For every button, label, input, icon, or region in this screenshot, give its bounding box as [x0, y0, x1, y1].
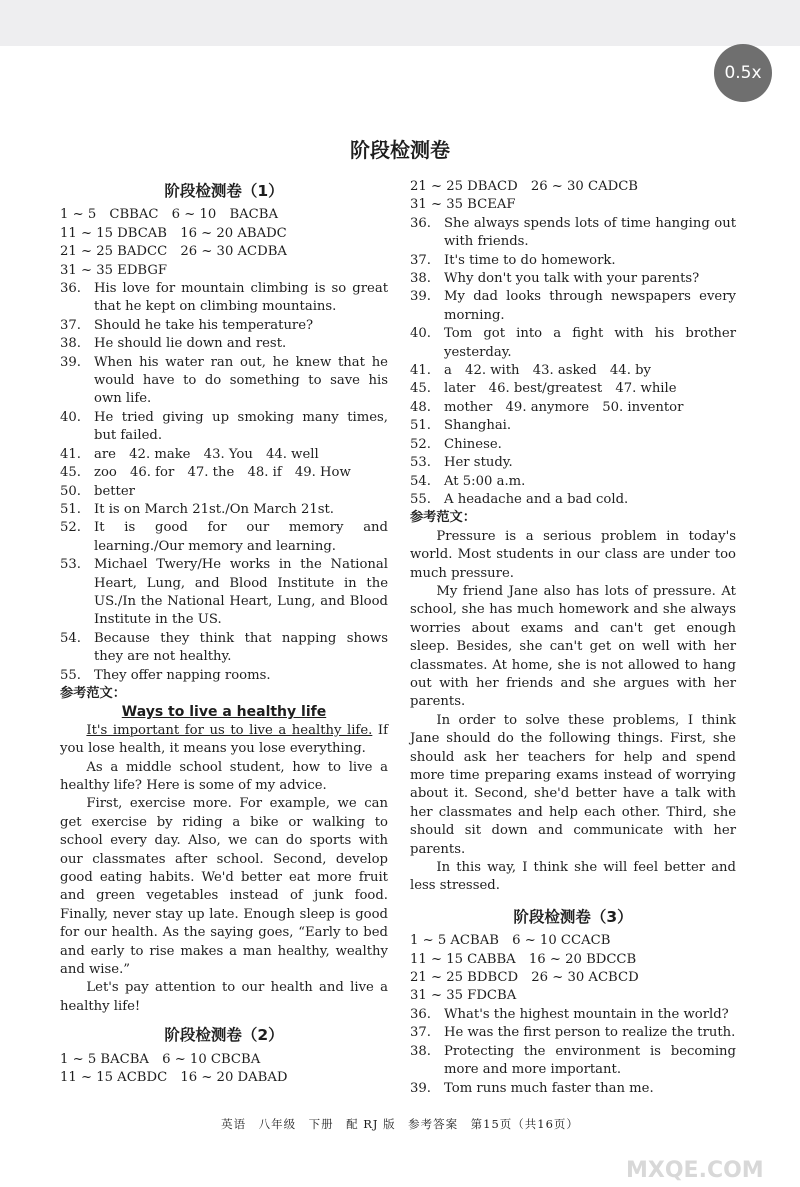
item-text: Why don't you talk with your parents? — [444, 271, 700, 287]
answer-row: 31 ~ 35 FDCBA — [410, 988, 517, 1004]
item-number: 54. — [410, 473, 431, 489]
answer-item — [60, 354, 388, 409]
answer-row: 31 ~ 35 BCEAF — [410, 197, 516, 213]
item-number: 55. — [60, 667, 81, 683]
essay-paragraph: In this way, I think she will feel better and less stressed. — [410, 860, 736, 894]
answer-item — [410, 454, 736, 472]
item-number: 55. — [410, 491, 431, 507]
section-title-1: 阶段检测卷（1） — [164, 182, 284, 200]
answer-item — [410, 362, 736, 380]
answer-item — [60, 483, 388, 501]
item-number: 54. — [60, 630, 81, 646]
item-number: 38. — [410, 271, 431, 287]
item-number: 39. — [60, 354, 81, 370]
answer-key-rows — [410, 178, 736, 215]
item-text: Protecting the environment is becoming more and more important. — [444, 1043, 736, 1078]
left-column — [60, 178, 388, 1088]
answer-item — [410, 473, 736, 491]
item-text: Because they think that napping shows they are not healthy. — [94, 630, 388, 665]
answer-row: 1 ~ 5 ACBAB 6 ~ 10 CCACB — [410, 933, 611, 949]
essay-paragraph: Let's pay attention to our health and live a healthy life! — [60, 980, 388, 1014]
item-number: 51. — [410, 418, 431, 434]
page-footer: 英语 八年级 下册 配 RJ 版 参考答案 第15页（共16页） — [221, 1117, 579, 1131]
zoom-level-button[interactable]: 0.5x — [714, 44, 772, 102]
item-number: 41. — [60, 446, 81, 462]
answer-item — [410, 1043, 736, 1080]
answer-item — [410, 399, 736, 417]
answer-row: 31 ~ 35 EDBGF — [60, 262, 168, 278]
answer-row: 21 ~ 25 DBACD 26 ~ 30 CADCB — [410, 179, 638, 194]
answer-item — [60, 630, 388, 667]
item-text: later 46. best/greatest 47. while — [444, 381, 677, 397]
item-text: She always spends lots of time hanging out with friends. — [444, 215, 736, 250]
answer-items — [410, 1006, 736, 1098]
item-text: Shanghai. — [444, 418, 512, 434]
essay-paragraph: Pressure is a serious problem in today's world. Most students in our class are under too much pressure. — [410, 528, 736, 581]
answer-item — [60, 464, 388, 482]
answer-key-rows — [60, 206, 388, 280]
item-text: Chinese. — [444, 436, 502, 452]
answer-row: 21 ~ 25 BADCC 26 ~ 30 ACDBA — [60, 244, 287, 260]
item-text: It's time to do homework. — [444, 252, 616, 268]
answer-item — [60, 667, 388, 685]
item-text: Should he take his temperature? — [94, 317, 314, 333]
answer-items — [60, 280, 388, 685]
item-number: 41. — [410, 363, 431, 379]
page-title: 阶段检测卷 — [350, 138, 450, 162]
answer-item — [410, 436, 736, 454]
item-number: 53. — [410, 455, 431, 471]
answer-item — [60, 409, 388, 446]
answer-item — [410, 1080, 736, 1098]
answer-item — [60, 446, 388, 464]
answer-row: 11 ~ 15 CABBA 16 ~ 20 BDCCB — [410, 951, 637, 967]
essay-paragraph: As a middle school student, how to live a healthy life? Here is some of my advice. — [60, 759, 388, 793]
item-text: are 42. make 43. You 44. well — [94, 446, 319, 462]
answer-item — [410, 252, 736, 270]
answer-item — [410, 491, 736, 509]
item-number: 52. — [410, 436, 431, 452]
answer-row: 21 ~ 25 BDBCD 26 ~ 30 ACBCD — [410, 970, 639, 986]
item-text: When his water ran out, he knew that he would have to do something to save his own life. — [94, 354, 388, 407]
item-number: 36. — [410, 1006, 431, 1022]
item-number: 40. — [410, 326, 431, 342]
item-text: Michael Twery/He works in the National Heart, Lung, and Blood Institute in the US./In the National Heart, Lung, and Blood Institute in the US. — [94, 557, 388, 628]
answer-items — [410, 215, 736, 510]
item-number: 38. — [60, 336, 81, 352]
item-number: 51. — [60, 501, 81, 517]
essay-body — [60, 759, 388, 1017]
item-text: A headache and a bad cold. — [444, 491, 629, 507]
item-number: 50. — [60, 483, 81, 499]
answer-row: 11 ~ 15 DBCAB 16 ~ 20 ABADC — [60, 225, 287, 241]
item-text: His love for mountain climbing is so great that he kept on climbing mountains. — [94, 281, 388, 315]
item-number: 37. — [410, 1025, 431, 1041]
item-number: 52. — [60, 520, 81, 536]
item-number: 45. — [410, 381, 431, 397]
essay-paragraph: In order to solve these problems, I think Jane should do the following things. First, she should ask her teachers for help and spend more time preparing exams instead of worrying about it. Second, she'd better have a talk with her classmates and help each other. Third, she should sit down and communicate with her parents. — [410, 712, 736, 857]
item-text: better — [94, 483, 135, 499]
watermark-text: MXQE.COM — [626, 1158, 764, 1183]
reference-essay-label: 参考范文： — [410, 510, 476, 526]
item-number: 39. — [410, 289, 431, 305]
item-text: He tried giving up smoking many times, but failed. — [94, 409, 388, 444]
essay-title: Ways to live a healthy life — [121, 704, 327, 721]
answer-row: 1 ~ 5 CBBAC 6 ~ 10 BACBA — [60, 207, 278, 223]
answer-item — [410, 1024, 736, 1042]
answer-key-rows — [60, 1051, 388, 1088]
essay-paragraph: First, exercise more. For example, we can get exercise by riding a bike or walking to school every day. Also, we can do sports with our classmates after school. Second, develop good eating habits. We'd better eat more fruit and green vegetables instead of junk food. Finally, never stay up late. Enough sleep is good for our health. As the saying goes, “Early to bed and early to rise makes a man healthy, wealthy and wise.” — [60, 796, 388, 978]
item-text: He should lie down and rest. — [94, 336, 287, 352]
item-number: 40. — [60, 409, 81, 425]
item-number: 39. — [410, 1080, 431, 1096]
item-number: 53. — [60, 557, 81, 573]
item-number: 37. — [410, 252, 431, 268]
answer-item — [410, 380, 736, 398]
answer-item — [410, 325, 736, 362]
item-text: zoo 46. for 47. the 48. if 49. How — [94, 465, 351, 481]
answer-item — [60, 519, 388, 556]
item-text: Tom got into a fight with his brother yesterday. — [444, 326, 736, 360]
item-text: Her study. — [444, 455, 513, 471]
essay-topic-sentence: It's important for us to live a healthy life. — [86, 722, 373, 738]
answer-item — [410, 1006, 736, 1024]
item-number: 36. — [410, 215, 431, 231]
section-title-2: 阶段检测卷（2） — [164, 1026, 284, 1045]
item-number: 45. — [60, 465, 81, 481]
item-text: Tom runs much faster than me. — [444, 1080, 654, 1096]
answer-row: 1 ~ 5 BACBA 6 ~ 10 CBCBA — [60, 1051, 261, 1067]
item-text: At 5:00 a.m. — [444, 473, 526, 489]
viewer-top-bar — [0, 0, 800, 46]
essay-body — [410, 528, 736, 896]
answer-item — [60, 317, 388, 335]
answer-item — [410, 215, 736, 252]
item-text: mother 49. anymore 50. inventor — [444, 399, 684, 415]
item-number: 38. — [410, 1043, 431, 1059]
right-column — [410, 178, 736, 1098]
answer-key-rows — [410, 932, 736, 1006]
item-text: What's the highest mountain in the world? — [444, 1006, 729, 1022]
answer-row: 11 ~ 15 ACBDC 16 ~ 20 DABAD — [60, 1070, 288, 1086]
item-number: 48. — [410, 399, 431, 415]
answer-item — [60, 501, 388, 519]
answer-item — [410, 288, 736, 325]
item-text: It is good for our memory and learning./Our memory and learning. — [94, 520, 388, 554]
item-text: They offer napping rooms. — [94, 667, 271, 683]
item-text: It is on March 21st./On March 21st. — [94, 501, 335, 517]
essay-sentence: If you lose health, it means you lose everything. — [60, 722, 388, 757]
answer-item — [410, 417, 736, 435]
item-text: He was the first person to realize the truth. — [444, 1025, 736, 1041]
answer-item — [60, 280, 388, 317]
item-text: My dad looks through newspapers every morning. — [444, 289, 736, 323]
reference-essay-label: 参考范文： — [60, 685, 126, 701]
answer-item — [60, 556, 388, 630]
item-number: 36. — [60, 281, 81, 297]
item-number: 37. — [60, 317, 81, 333]
answer-item — [410, 270, 736, 288]
essay-paragraph — [60, 722, 388, 759]
essay-paragraph: My friend Jane also has lots of pressure. At school, she has much homework and she always worries about exams and can't get enough sleep. Besides, she can't get on well with her classmates. At home, she is not allowed to hang out with her friends and she argues with her parents. — [410, 583, 736, 710]
section-title-3: 阶段检测卷（3） — [513, 907, 633, 926]
item-text: a 42. with 43. asked 44. by — [444, 363, 651, 379]
answer-item — [60, 335, 388, 353]
